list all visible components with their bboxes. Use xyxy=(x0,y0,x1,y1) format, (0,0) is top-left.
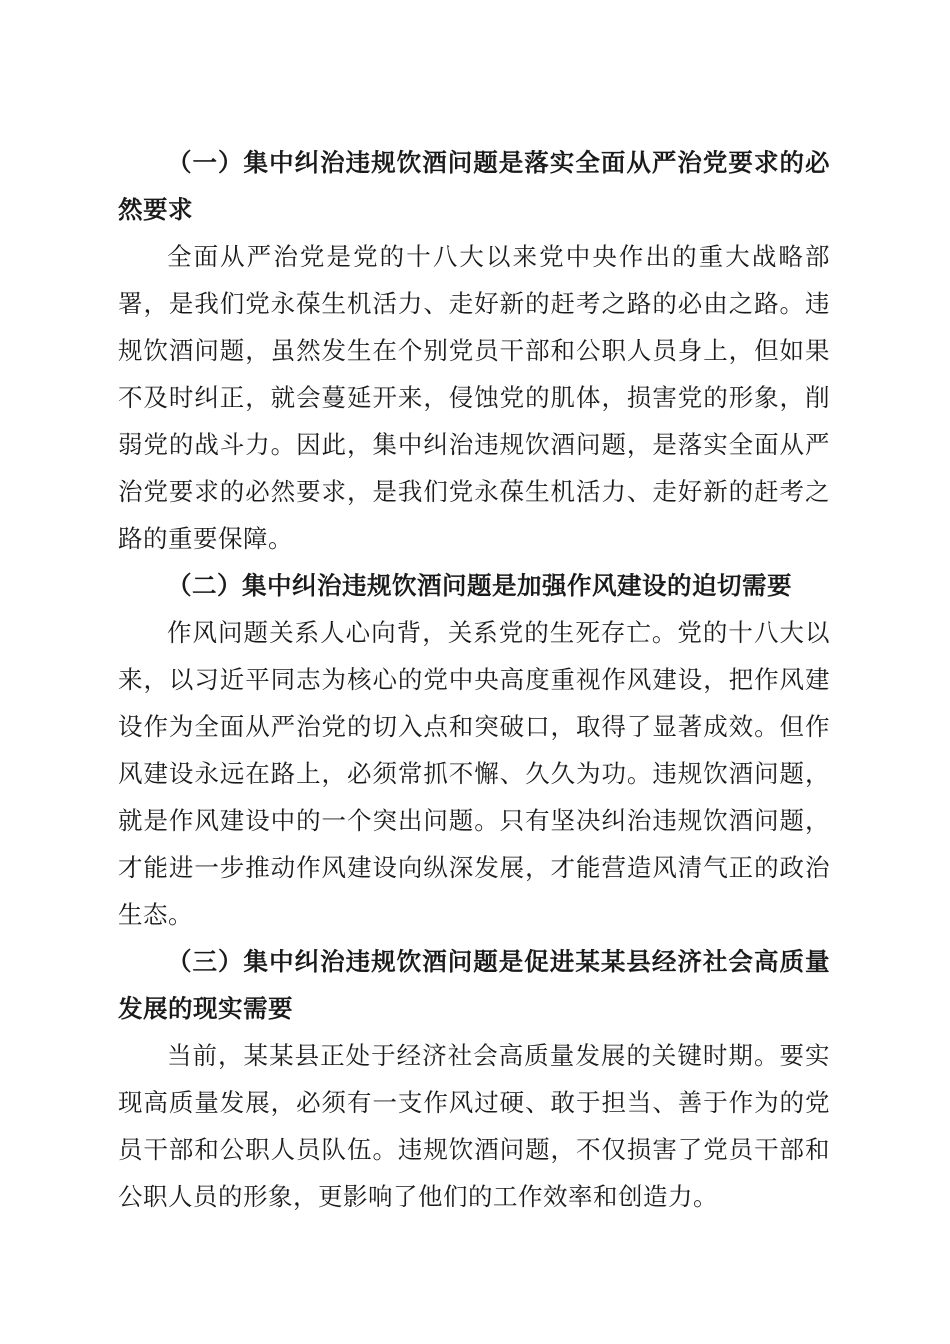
document-page xyxy=(118,139,830,1220)
section-1-heading: （一）集中纠治违规饮酒问题是落实全面从严治党要求的必然要求 xyxy=(118,148,830,224)
section-2-heading: （二）集中纠治违规饮酒问题是加强作风建设的迫切需要 xyxy=(167,571,792,600)
section-2-body: 作风问题关系人心向背，关系党的生死存亡。党的十八大以来，以习近平同志为核心的党中央高度重视作风建设，把作风建设作为全面从严治党的切入点和突破口，取得了显著成效。但作风建设永远在路上，必须常抓不懈、久久为功。违规饮酒问题，就是作风建设中的一个突出问题。只有坚决纠治违规饮酒问题，才能进一步推动作风建设向纵深发展，才能营造风清气正的政治生态。 xyxy=(118,618,830,929)
section-1-body: 全面从严治党是党的十八大以来党中央作出的重大战略部署，是我们党永葆生机活力、走好新的赶考之路的必由之路。违规饮酒问题，虽然发生在个别党员干部和公职人员身上，但如果不及时纠正，就会蔓延开来，侵蚀党的肌体，损害党的形象，削弱党的战斗力。因此，集中纠治违规饮酒问题，是落实全面从严治党要求的必然要求，是我们党永葆生机活力、走好新的赶考之路的重要保障。 xyxy=(118,242,830,553)
section-3-heading: （三）集中纠治违规饮酒问题是促进某某县经济社会高质量发展的现实需要 xyxy=(118,947,830,1023)
section-3-body: 当前，某某县正处于经济社会高质量发展的关键时期。要实现高质量发展，必须有一支作风过硬、敢于担当、善于作为的党员干部和公职人员队伍。违规饮酒问题，不仅损害了党员干部和公职人员的形象，更影响了他们的工作效率和创造力。 xyxy=(118,1041,830,1211)
